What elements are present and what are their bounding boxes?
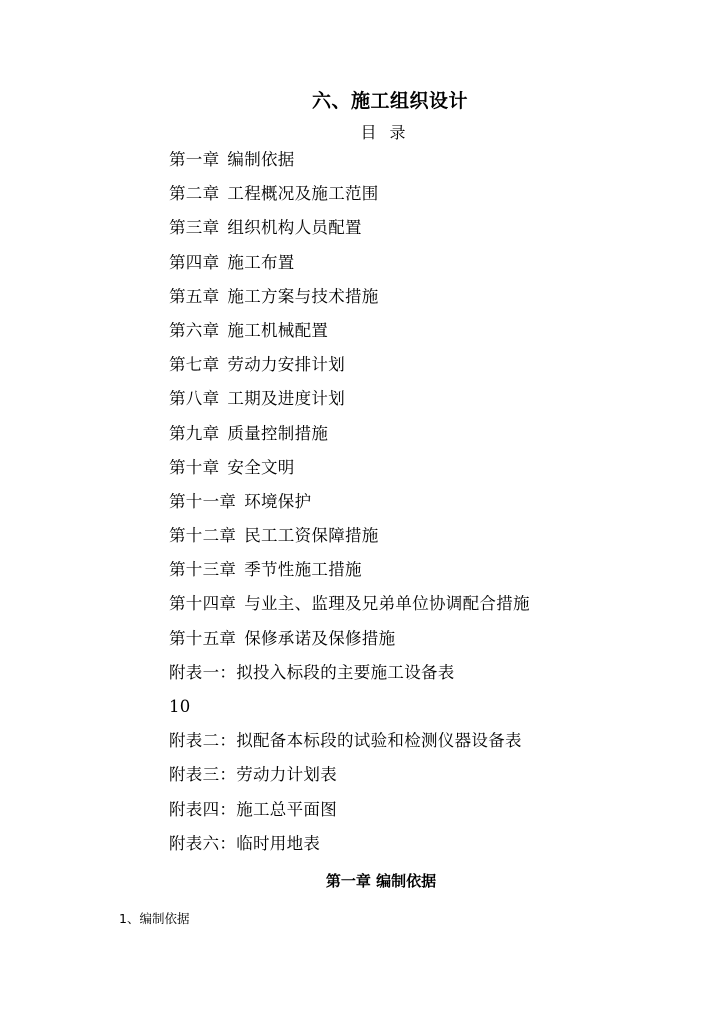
toc-item bbox=[169, 249, 530, 283]
toc-chapter-title: 环境保护 bbox=[244, 491, 312, 511]
toc-chapter-title: 组织机构人员配置 bbox=[227, 218, 362, 238]
toc-chapter-title: 质量控制措施 bbox=[227, 423, 329, 443]
toc-chapter-number: 第五章 bbox=[169, 286, 220, 306]
toc-item bbox=[169, 146, 530, 180]
toc-appendix-item bbox=[169, 830, 530, 864]
toc-page-number-text: 10 bbox=[169, 697, 191, 716]
toc-appendix-title: 附表一：拟投入标段的主要施工设备表 bbox=[169, 662, 455, 682]
toc-appendix-title: 附表三：劳动力计划表 bbox=[169, 765, 337, 785]
toc-item bbox=[169, 556, 530, 590]
toc-item bbox=[169, 625, 530, 659]
toc-item bbox=[169, 488, 530, 522]
toc-item bbox=[169, 283, 530, 317]
toc-appendix-item bbox=[169, 796, 530, 830]
toc-item bbox=[169, 317, 530, 351]
toc-heading: 目 录 bbox=[360, 123, 410, 142]
toc-chapter-number: 第八章 bbox=[169, 389, 220, 409]
toc-appendix-item bbox=[169, 727, 530, 761]
toc-chapter-number: 第十五章 bbox=[169, 628, 237, 648]
toc-item bbox=[169, 454, 530, 488]
toc-chapter-number: 第三章 bbox=[169, 218, 220, 238]
toc-chapter-title: 施工机械配置 bbox=[227, 320, 329, 340]
sub-heading: 1、编制依据 bbox=[119, 911, 190, 926]
toc-chapter-title: 施工布置 bbox=[227, 252, 295, 272]
toc-chapter-title: 编制依据 bbox=[227, 150, 295, 169]
toc-chapter-number: 第七章 bbox=[169, 355, 220, 375]
toc-item bbox=[169, 180, 530, 214]
toc-appendix-item bbox=[169, 761, 530, 795]
toc-item bbox=[169, 351, 530, 385]
toc-item bbox=[169, 420, 530, 454]
section-heading: 第一章 编制依据 bbox=[325, 872, 437, 890]
toc-chapter-number: 第一章 bbox=[169, 150, 220, 169]
toc-chapter-title: 工期及进度计划 bbox=[227, 389, 346, 409]
toc-page-number bbox=[169, 693, 530, 727]
toc-chapter-number: 第十三章 bbox=[169, 560, 237, 580]
toc-item bbox=[169, 385, 530, 419]
toc-chapter-title: 季节性施工措施 bbox=[244, 560, 362, 580]
document-title: 六、施工组织设计 bbox=[311, 90, 468, 112]
toc-chapter-number: 第二章 bbox=[169, 184, 220, 204]
toc-chapter-number: 第十章 bbox=[169, 457, 220, 477]
toc-chapter-title: 保修承诺及保修措施 bbox=[244, 628, 396, 648]
toc-chapter-number: 第十一章 bbox=[169, 491, 237, 511]
toc-chapter-title: 施工方案与技术措施 bbox=[227, 286, 379, 306]
toc-chapter-title: 劳动力安排计划 bbox=[227, 355, 346, 375]
toc-chapter-title: 与业主、监理及兄弟单位协调配合措施 bbox=[244, 594, 530, 614]
toc-chapter-number: 第十四章 bbox=[169, 594, 237, 614]
toc-appendix-title: 附表二：拟配备本标段的试验和检测仪器设备表 bbox=[169, 731, 522, 751]
table-of-contents bbox=[169, 146, 530, 864]
toc-item bbox=[169, 590, 530, 624]
toc-item bbox=[169, 214, 530, 248]
toc-chapter-number: 第九章 bbox=[169, 423, 220, 443]
toc-chapter-title: 安全文明 bbox=[227, 457, 295, 477]
toc-item bbox=[169, 522, 530, 556]
toc-appendix-title: 附表四：施工总平面图 bbox=[169, 799, 337, 819]
toc-chapter-title: 工程概况及施工范围 bbox=[227, 184, 379, 204]
toc-chapter-number: 第四章 bbox=[169, 252, 220, 272]
toc-chapter-number: 第十二章 bbox=[169, 526, 237, 546]
toc-appendix-title: 附表六：临时用地表 bbox=[169, 833, 321, 853]
toc-chapter-number: 第六章 bbox=[169, 320, 220, 340]
toc-chapter-title: 民工工资保障措施 bbox=[244, 526, 379, 546]
toc-appendix-item bbox=[169, 659, 530, 693]
